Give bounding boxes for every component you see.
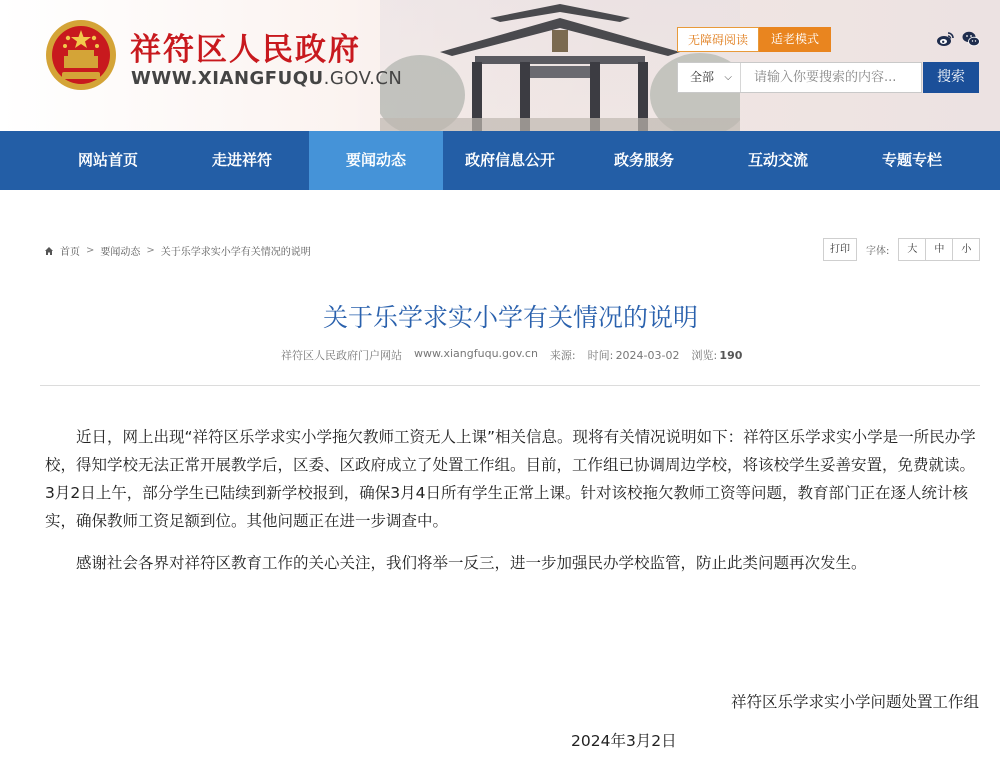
article-tools xyxy=(823,238,980,261)
national-emblem-logo xyxy=(44,18,118,92)
chevron-down-icon: ⌵ xyxy=(724,72,732,83)
home-icon xyxy=(44,246,54,256)
site-url-rest: .GOV.CN xyxy=(323,68,403,89)
breadcrumb xyxy=(44,243,311,258)
article-paragraph: 近日，网上出现“祥符区乐学求实小学拖欠教师工资无人上课”相关信息。现将有关情况说明如下：祥符区乐学求实小学是一所民办学校，得知学校无法正常开展教学后，区委、区政府成立了处置工作组。目前，工作组已协调周边学校，将该校学生妥善安置，免费就读。3月2日上午，部分学生已陆续到新学校报到，确保3月4日所有学生正常上课。针对该校拖欠教师工资等问题，教育部门正在逐人统计核实，确保教师工资足额到位。其他问题正在进一步调查中。 xyxy=(45,428,976,530)
site-name[interactable]: 祥符区人民政府 xyxy=(130,32,361,68)
article-date: 2024年3月2日 xyxy=(571,732,677,750)
nav-item-interaction[interactable]: 互动交流 xyxy=(747,151,808,169)
accessibility-reading-button[interactable]: 无障碍阅读 xyxy=(677,27,759,52)
breadcrumb-section[interactable]: 要闻动态 xyxy=(100,247,141,258)
article-time-value: 2024-03-02 xyxy=(615,349,680,362)
article-views-count: 190 xyxy=(719,349,743,362)
search-scope-select[interactable] xyxy=(678,63,741,92)
article-origin-label: 来源: xyxy=(549,349,576,362)
article-views-label: 浏览: xyxy=(691,349,718,362)
article-time xyxy=(588,347,680,363)
wechat-icon[interactable] xyxy=(962,30,980,48)
search-input[interactable] xyxy=(742,63,920,92)
nav-item-topics[interactable]: 专题专栏 xyxy=(881,151,942,169)
elder-mode-button[interactable]: 适老模式 xyxy=(759,27,831,52)
nav-item-home[interactable]: 网站首页 xyxy=(77,151,138,169)
title-divider xyxy=(40,385,980,386)
nav-item-news[interactable]: 要闻动态 xyxy=(309,131,443,190)
font-size-label: 字体: xyxy=(866,246,890,257)
print-button[interactable]: 打印 xyxy=(823,238,857,261)
article-paragraph: 感谢社会各界对祥符区教育工作的关心关注，我们将举一反三，进一步加强民办学校监管，防止此类问题再次发生。 xyxy=(76,554,867,572)
font-small-button[interactable]: 小 xyxy=(953,239,979,260)
search-scope-value: 全部 xyxy=(690,70,715,84)
site-header xyxy=(0,0,1000,131)
nav-item-gov-info[interactable]: 政府信息公开 xyxy=(464,151,555,169)
breadcrumb-separator-icon: > xyxy=(146,245,155,256)
nav-item-about[interactable]: 走进祥符 xyxy=(211,151,272,169)
article-title: 关于乐学求实小学有关情况的说明 xyxy=(322,303,698,332)
article-meta xyxy=(281,347,742,363)
breadcrumb-current: 关于乐学求实小学有关情况的说明 xyxy=(160,247,311,258)
breadcrumb-home[interactable]: 首页 xyxy=(60,247,80,258)
article-signature: 祥符区乐学求实小学问题处置工作组 xyxy=(730,693,979,711)
nav-spacer xyxy=(0,131,41,190)
main-nav xyxy=(0,131,1000,190)
article-views xyxy=(692,347,743,363)
article-url: www.xiangfuqu.gov.cn xyxy=(414,347,538,360)
font-medium-button[interactable]: 中 xyxy=(926,239,953,260)
font-large-button[interactable]: 大 xyxy=(899,239,926,260)
site-url xyxy=(131,68,402,89)
breadcrumb-separator-icon: > xyxy=(86,245,95,256)
font-size-group xyxy=(898,238,980,261)
article-body xyxy=(45,423,977,591)
site-url-bold: WWW.XIANGFUQU xyxy=(131,68,324,89)
search-box xyxy=(677,62,922,93)
article-time-label: 时间: xyxy=(587,349,614,362)
weibo-icon[interactable] xyxy=(936,30,954,48)
search-button[interactable]: 搜索 xyxy=(923,62,979,93)
article-source: 祥符区人民政府门户网站 xyxy=(281,349,402,362)
nav-item-services[interactable]: 政务服务 xyxy=(613,151,674,169)
